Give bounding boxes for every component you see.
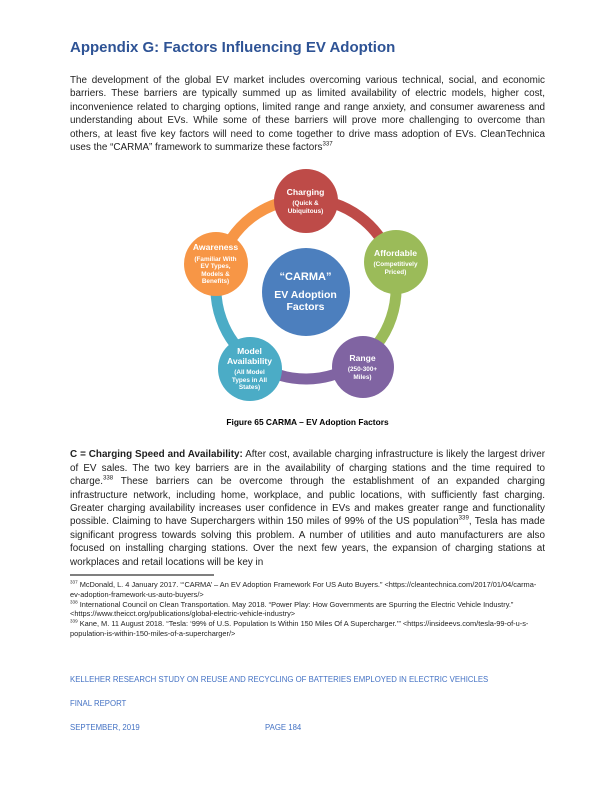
footer-date: SEPTEMBER, 2019: [70, 723, 140, 732]
footnote-339-text: Kane, M. 11 August 2018. “Tesla: ‘99% of U.S. Population Is Within 150 Miles Of A Supercharger.’” <https://insideevs.com/tesla-99-of-u-s-population-is-within-150-miles-of-a-supercharger/>: [70, 618, 529, 638]
node-range-label: Range: [349, 352, 376, 363]
node-affordable-label: Affordable: [374, 247, 417, 258]
footer-bottom-row: [70, 723, 545, 733]
footnote-ref-337: 337: [322, 140, 333, 148]
diagram-node-range: [332, 336, 394, 398]
diagram-node-charging: [274, 169, 338, 233]
intro-paragraph: [70, 74, 545, 154]
diagram-node-awareness: [184, 232, 248, 296]
footer-study-title: KELLEHER RESEARCH STUDY ON REUSE AND RECYCLING OF BATTERIES EMPLOYED IN ELECTRIC VEHICLES: [70, 675, 489, 684]
body-text-2: These barriers can be overcome through the establishment of an expanded charging infrastructure network, including home, workplace, and public locations, with sufficiently fast charging. Greater charging availability increases user confidence in EVs and makes greater range and functionality possible. Claiming to have Superchargers within 150 miles of 99% of the US population: [70, 476, 545, 528]
node-range-sublabel: (250-300+ Miles): [347, 366, 378, 381]
node-model-sublabel: (All Model Types in All States): [231, 369, 268, 392]
footnote-339: [70, 619, 545, 638]
body-paragraph: [70, 448, 545, 569]
footnote-337: [70, 580, 545, 599]
node-awareness-sublabel: (Familiar With EV Types, Models & Benefits): [194, 255, 237, 286]
footnote-ref-338: 338: [102, 474, 114, 482]
diagram-node-affordable: [364, 230, 428, 294]
intro-text: The development of the global EV market includes overcoming various technical, social, and economic barriers. These barriers are typically summed up as limited availability of electric models, higher cost, inconvenience related to charging options, limited range and range anxiety, and consumer awareness and understanding about EVs. While some of these barriers will prove more challenging to overcome than others, at least five key factors will need to come together to drive mass adoption of EVs. CleanTechnica uses the “CARMA” framework to summarize these factors: [70, 75, 545, 154]
diagram-center-node: [262, 248, 350, 336]
footer-report-type: FINAL REPORT: [70, 699, 127, 708]
node-affordable-sublabel: (Competitively Priced): [373, 261, 418, 276]
footnote-338-marker: 338: [70, 599, 78, 605]
node-charging-sublabel: (Quick & Ubiquitous): [287, 200, 324, 215]
node-charging-label: Charging: [286, 186, 325, 197]
figure-caption: Figure 65 CARMA – EV Adoption Factors: [226, 417, 389, 428]
diagram-node-model-availability: [218, 337, 282, 401]
body-text-1: After cost, available charging infrastructure is likely the largest driver of EV sales. The two key barriers are in the availability of charging stations and the time required to charge.: [70, 449, 545, 488]
node-awareness-label: Awareness: [192, 242, 239, 253]
footnote-ref-339: 339: [458, 515, 469, 523]
footnote-337-marker: 337: [70, 579, 78, 585]
carma-cycle-diagram: [148, 164, 468, 414]
footnote-339-marker: 339: [70, 618, 78, 624]
center-node-subtitle: EV Adoption Factors: [274, 289, 337, 314]
footer-page-number: PAGE 184: [265, 723, 302, 732]
page-footer: [70, 675, 545, 733]
footnote-separator: [70, 574, 214, 576]
body-lead-bold: C = Charging Speed and Availability:: [70, 449, 243, 461]
body-text-3: , Tesla has made significant progress towards solving this problem. A number of utilities and auto manufacturers are also focused on installing charging stations. Over the next few years, the expansion of charging stations at workplaces and retail locations will be key in: [70, 516, 545, 568]
footnote-337-text: McDonald, L. 4 January 2017. “‘CARMA’ – An EV Adoption Framework For US Auto Buyers.” <https://cleantechnica.com/2017/01/04/carma-ev-adoption-framework-us-auto-buyers/>: [70, 580, 537, 599]
page-title: Appendix G: Factors Influencing EV Adoption: [70, 39, 396, 56]
footnote-338: [70, 600, 545, 619]
footnote-338-text: International Council on Clean Transportation. May 2018. “Power Play: How Governments are Spurring the Electric Vehicle Industry.” <https://www.theicct.org/publications/global-electric-vehicle-industry>: [70, 599, 514, 619]
footnotes-section: [70, 580, 545, 638]
node-model-label: Model Availability: [226, 346, 273, 366]
center-node-title: “CARMA”: [279, 271, 332, 284]
